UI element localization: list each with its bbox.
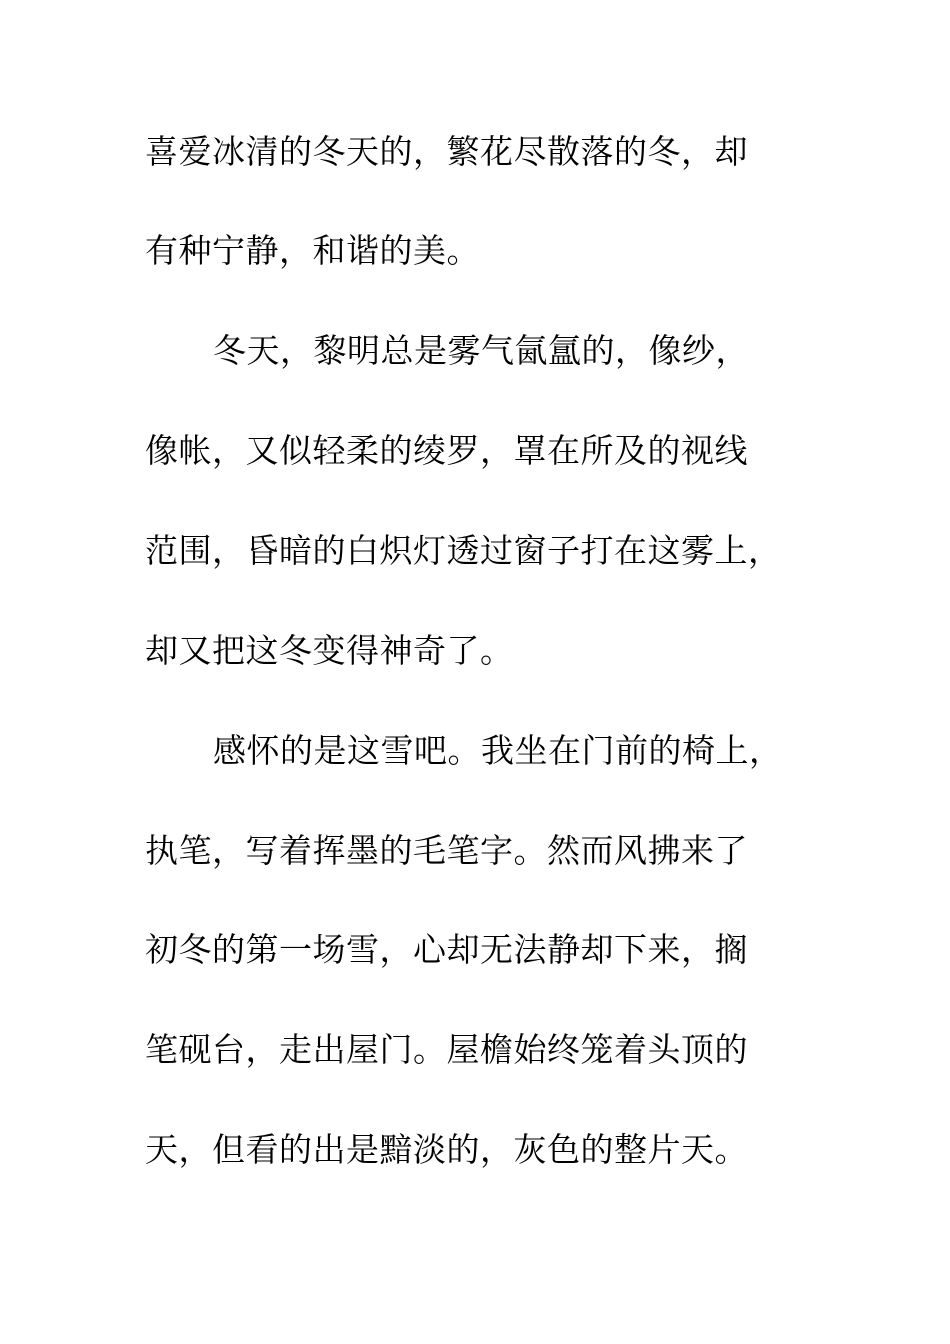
text-line-4: 像帐，又似轻柔的绫罗，罩在所及的视线 <box>145 431 748 470</box>
text-line-9: 初冬的第一场雪，心却无法静却下来，搁 <box>145 930 748 969</box>
text-line-3: 冬天，黎明总是雾气氤氲的，像纱， <box>213 331 749 370</box>
text-line-1: 喜爱冰清的冬天的，繁花尽散落的冬，却 <box>145 132 748 171</box>
text-line-10: 笔砚台，走出屋门。屋檐始终笼着头顶的 <box>145 1030 748 1069</box>
text-line-8: 执笔，写着挥墨的毛笔字。然而风拂来了 <box>145 831 748 870</box>
text-line-11: 天，但看的出是黯淡的，灰色的整片天。 <box>145 1130 748 1169</box>
text-line-7: 感怀的是这雪吧。我坐在门前的椅上， <box>213 731 783 770</box>
text-line-2: 有种宁静，和谐的美。 <box>145 231 480 270</box>
text-line-6: 却又把这冬变得神奇了。 <box>145 631 514 670</box>
text-line-5: 范围，昏暗的白炽灯透过窗子打在这雾上， <box>145 531 782 570</box>
